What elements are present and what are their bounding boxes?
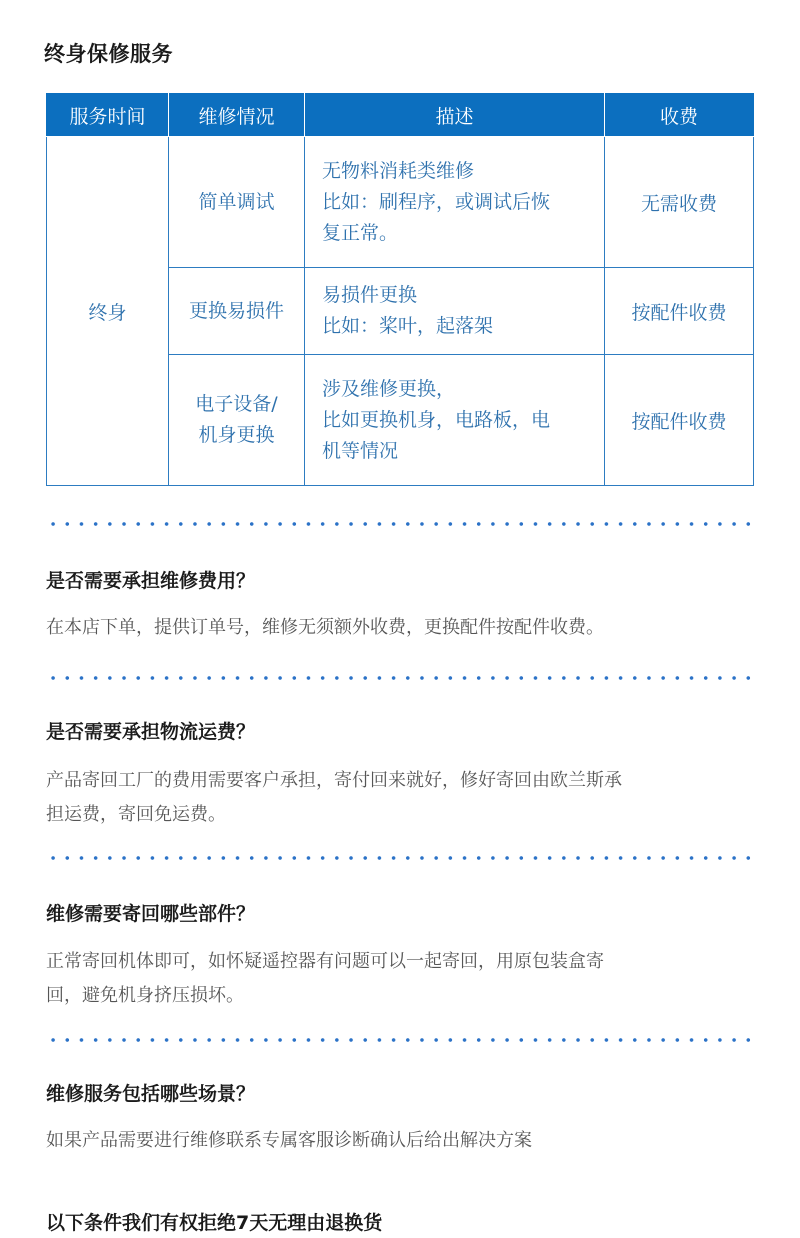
dotted-divider — [46, 522, 754, 526]
faq-answer — [46, 611, 758, 645]
description-line: 易损件更换 — [322, 284, 418, 306]
faq-question: 是否需要承担物流运费？ — [46, 721, 256, 743]
description-line: 比如更换机身，电路板，电 — [322, 408, 551, 431]
repair-case-cell — [169, 355, 305, 486]
header-repair-case: 维修情况 — [169, 94, 305, 137]
header-service-time: 服务时间 — [47, 94, 169, 137]
fee-cell: 按配件收费 — [605, 355, 754, 486]
dotted-divider — [46, 676, 754, 680]
table-header-row — [47, 94, 754, 137]
footer-heading: 以下条件我们有权拒绝7天无理由退换货 — [46, 1212, 383, 1234]
description-line: 复正常。 — [322, 221, 399, 244]
repair-case-cell — [169, 268, 305, 355]
dotted-divider — [46, 856, 754, 860]
description-cell — [305, 268, 605, 355]
faq-answer — [46, 764, 758, 832]
faq-answer-line: 回，避免机身挤压损坏。 — [46, 985, 244, 1006]
description-cell — [305, 355, 605, 486]
section-title: 终身保修服务 — [44, 42, 173, 66]
warranty-table — [46, 93, 754, 486]
description-line: 涉及维修更换， — [322, 377, 456, 400]
service-time-cell: 终身 — [47, 137, 169, 486]
description-line: 机等情况 — [322, 439, 399, 462]
fee-cell: 无需收费 — [605, 137, 754, 268]
faq-answer-line: 担运费，寄回免运费。 — [46, 804, 226, 825]
faq-answer — [46, 945, 758, 1013]
faq-answer-line: 如果产品需要进行维修联系专属客服诊断确认后给出解决方案 — [46, 1130, 532, 1151]
description-line: 无物料消耗类维修 — [322, 159, 475, 182]
faq-answer-line: 正常寄回机体即可，如怀疑遥控器有问题可以一起寄回，用原包装盒寄 — [46, 951, 604, 972]
repair-case-line: 机身更换 — [198, 424, 275, 446]
repair-case-line: 更换易损件 — [188, 299, 284, 322]
faq-answer — [46, 1124, 758, 1158]
fee-cell: 按配件收费 — [605, 268, 754, 355]
faq-answer-line: 在本店下单，提供订单号，维修无须额外收费，更换配件按配件收费。 — [46, 617, 604, 638]
faq-question: 维修需要寄回哪些部件？ — [46, 903, 256, 925]
repair-case-line: 简单调试 — [198, 190, 275, 213]
faq-question: 是否需要承担维修费用？ — [46, 570, 256, 592]
description-line: 比如：桨叶，起落架 — [322, 315, 494, 337]
repair-case-cell — [169, 137, 305, 268]
description-cell — [305, 137, 605, 268]
header-fee: 收费 — [605, 94, 754, 137]
faq-question: 维修服务包括哪些场景？ — [46, 1083, 256, 1105]
header-description: 描述 — [305, 94, 605, 137]
description-line: 比如：刷程序，或调试后恢 — [322, 190, 551, 213]
faq-answer-line: 产品寄回工厂的费用需要客户承担，寄付回来就好，修好寄回由欧兰斯承 — [46, 770, 622, 791]
dotted-divider — [46, 1038, 754, 1042]
repair-case-line: 电子设备/ — [195, 393, 278, 415]
table-row — [47, 137, 754, 268]
